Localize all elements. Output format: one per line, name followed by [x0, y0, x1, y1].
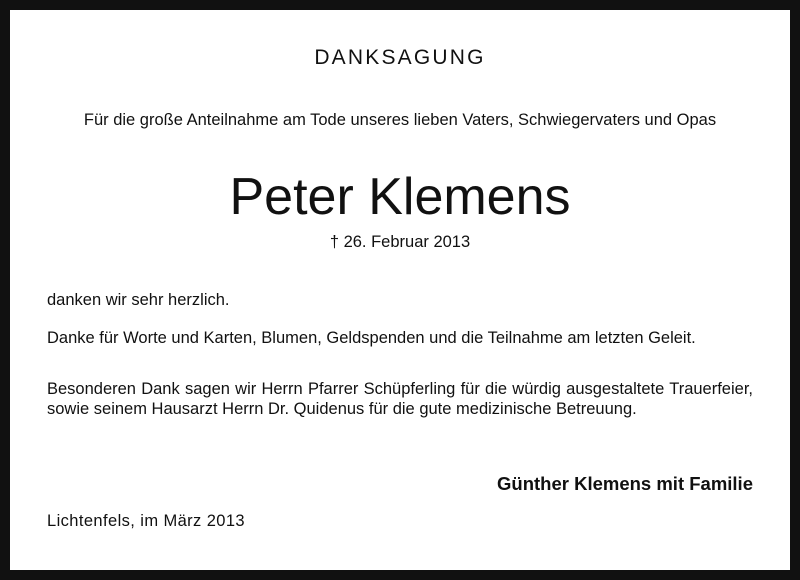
thanks-paragraph: danken wir sehr herzlich. — [47, 291, 230, 309]
family-signature: Günther Klemens mit Familie — [497, 473, 753, 494]
notice-heading: DANKSAGUNG — [314, 46, 486, 69]
intro-text: Für die große Anteilnahme am Tode unseres lieben Vaters, Schwiegervaters und Opas — [83, 111, 717, 129]
place-and-date: Lichtenfels, im März 2013 — [47, 512, 246, 530]
special-thanks-paragraph: Besonderen Dank sagen wir Herrn Pfarrer Schüpferling für die würdig ausgestaltete Trauerfeier, sowie seinem Hausarzt Herrn Dr. Quidenus für die gute medizinische Betreuung. — [47, 380, 753, 418]
death-date: † 26. Februar 2013 — [329, 233, 471, 251]
deceased-name: Peter Klemens — [229, 168, 571, 226]
gratitude-paragraph: Danke für Worte und Karten, Blumen, Geldspenden und die Teilnahme am letzten Geleit. — [47, 329, 696, 347]
